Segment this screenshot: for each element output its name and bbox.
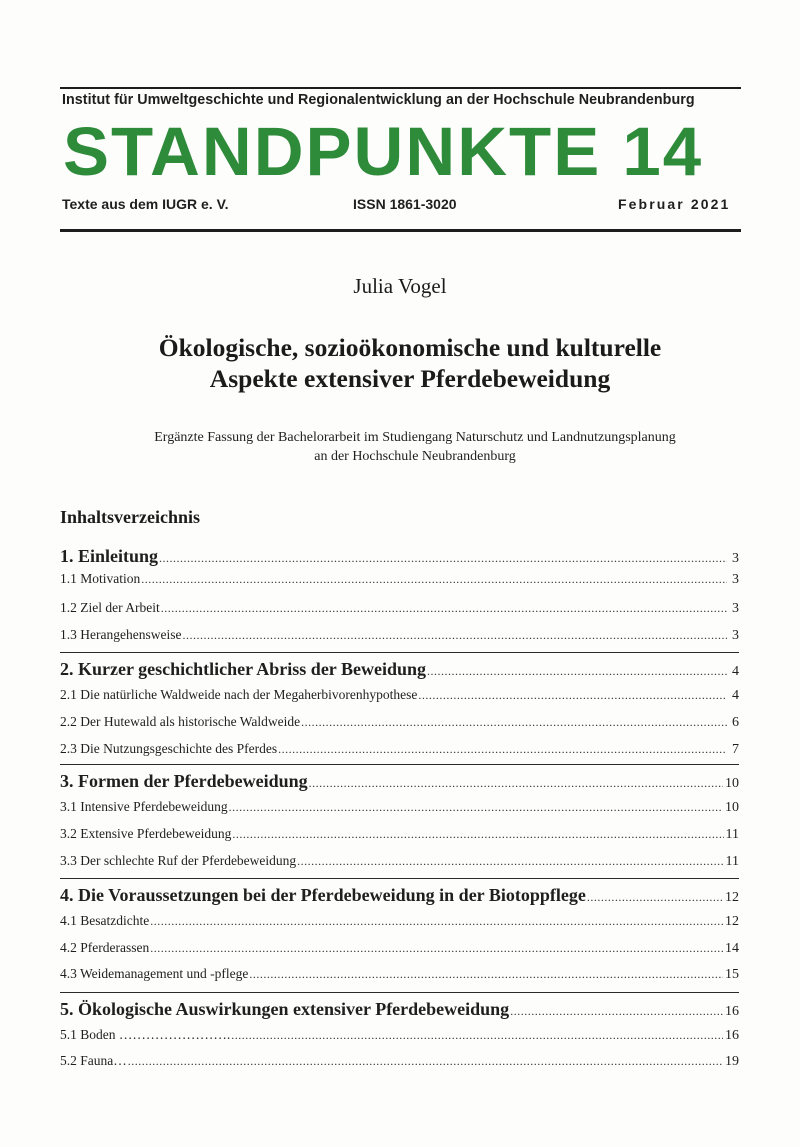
toc-heading: Inhaltsverzeichnis [60,507,201,527]
toc-page-number: 12 [725,890,739,905]
institute-name: Institut für Umweltgeschichte und Regionalentwicklung an der Hochschule Neubrandenburg [62,92,695,108]
toc-entry-label: 1.2 Ziel der Arbeit [60,600,160,615]
toc-entry-label: 5.2 Fauna… [60,1053,127,1068]
title-line: Aspekte extensiver Pferdebeweidung [209,364,611,393]
toc-page-number: 16 [725,1004,739,1019]
note-line: Ergänzte Fassung der Bachelorarbeit im Studiengang Naturschutz und Landnutzungsplanung [154,430,676,445]
toc-page-number: 11 [725,827,739,842]
title-line: Ökologische, sozioökonomische und kulturelle [158,333,662,362]
toc-dot-leader [418,688,727,703]
toc-page-number: 3 [732,572,739,587]
toc-page-number: 3 [732,601,739,616]
toc-section-entry [60,741,739,763]
toc-entry-label: 4.3 Weidemanagement und -pflege [60,966,249,981]
toc-dot-leader [161,601,727,616]
toc-entry-label: 2.1 Die natürliche Waldweide nach der Megaherbivorenhypothese [60,687,418,702]
toc-section-entry [60,571,739,593]
toc-section-entry [60,1027,739,1049]
toc-section-entry [60,1053,739,1075]
toc-entry-label: 4.2 Pferderassen [60,940,150,955]
note-line: an der Hochschule Neubrandenburg [314,449,516,464]
toc-dot-leader [128,1054,723,1069]
toc-dot-leader [231,1028,723,1043]
toc-dot-leader [301,715,727,730]
toc-page-number: 16 [725,1028,739,1043]
toc-section-entry [60,826,739,848]
toc-chapter-entry [60,885,739,907]
series-subtitle: Texte aus dem IUGR e. V. [62,196,229,212]
toc-dot-leader [510,1004,723,1019]
toc-section-entry [60,966,739,988]
toc-entry-label: 3.2 Extensive Pferdebeweidung [60,826,232,841]
thesis-note [0,428,800,466]
toc-page-number: 11 [725,854,739,869]
toc-chapter-entry [60,659,739,681]
document-title [0,332,800,394]
toc-entry-label: 4. Die Voraussetzungen bei der Pferdebeweidung in der Biotoppflege [60,885,586,905]
toc-page-number: 10 [725,776,739,791]
toc-dot-leader [229,800,723,815]
toc-dot-leader [150,941,723,956]
toc-page-number: 10 [725,800,739,815]
author-name: Julia Vogel [353,274,447,298]
chapter-separator [60,764,739,765]
toc-dot-leader [182,628,727,643]
toc-entry-label: 4.1 Besatzdichte [60,913,150,928]
issn: ISSN 1861-3020 [353,196,457,212]
toc-entry-label: 2.3 Die Nutzungsgeschichte des Pferdes [60,741,278,756]
chapter-separator [60,878,739,879]
toc-section-entry [60,627,739,649]
toc-page-number: 4 [732,664,739,679]
header-top-rule [60,87,741,89]
toc-section-entry [60,687,739,709]
toc-page-number: 6 [732,715,739,730]
toc-entry-label: 2.2 Der Hutewald als historische Waldweide [60,714,301,729]
toc-page-number: 4 [732,688,739,703]
toc-entry-label: 3. Formen der Pferdebeweidung [60,771,308,791]
toc-section-entry [60,799,739,821]
toc-dot-leader [309,776,723,791]
toc-entry-label: 1.1 Motivation [60,571,141,586]
toc-entry-label: 1. Einleitung [60,546,159,566]
toc-entry-label: 5. Ökologische Auswirkungen extensiver Pferdebeweidung [60,999,510,1019]
toc-dot-leader [150,914,723,929]
toc-page-number: 14 [725,941,739,956]
toc-dot-leader [249,967,723,982]
toc-section-entry [60,600,739,622]
toc-entry-label: 5.1 Boden ……………………. [60,1027,231,1042]
toc-dot-leader [297,854,723,869]
chapter-separator [60,992,739,993]
toc-page-number: 3 [732,628,739,643]
toc-section-entry [60,913,739,935]
toc-page-number: 19 [725,1054,739,1069]
header-bottom-rule [60,229,741,232]
toc-dot-leader [587,890,723,905]
toc-entry-label: 3.3 Der schlechte Ruf der Pferdebeweidung [60,853,297,868]
toc-dot-leader [278,742,727,757]
toc-section-entry [60,940,739,962]
toc-section-entry [60,853,739,875]
toc-dot-leader [232,827,723,842]
toc-chapter-entry [60,999,739,1021]
toc-page-number: 7 [732,742,739,757]
toc-dot-leader [427,664,727,679]
toc-dot-leader [141,572,727,587]
issue-date: Februar 2021 [618,196,731,212]
toc-chapter-entry [60,771,739,793]
toc-entry-label: 2. Kurzer geschichtlicher Abriss der Beweidung [60,659,426,679]
series-title: STANDPUNKTE 14 [63,113,704,190]
toc-page-number: 3 [732,551,739,566]
chapter-separator [60,652,739,653]
toc-dot-leader [159,551,727,566]
toc-page-number: 15 [725,967,739,982]
toc-entry-label: 1.3 Herangehensweise [60,627,182,642]
toc-section-entry [60,714,739,736]
toc-entry-label: 3.1 Intensive Pferdebeweidung [60,799,228,814]
toc-chapter-entry [60,546,739,568]
toc-page-number: 12 [725,914,739,929]
